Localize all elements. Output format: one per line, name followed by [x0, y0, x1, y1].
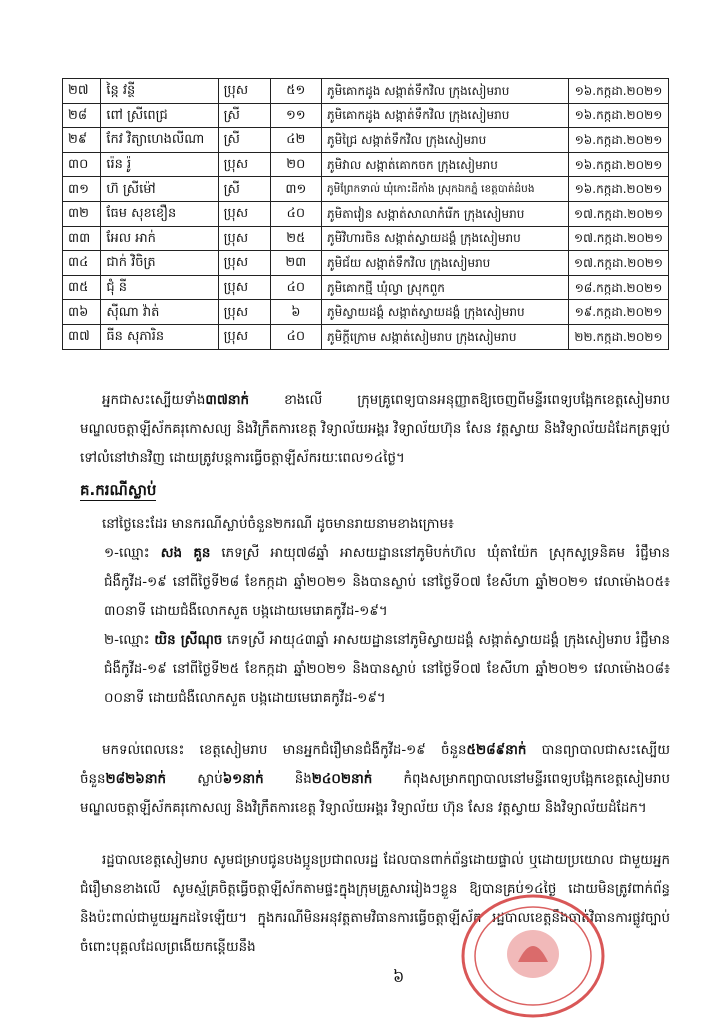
case-table — [62, 78, 669, 350]
age-cell: ២០ — [270, 152, 321, 177]
page-number: ៦ — [393, 967, 405, 986]
official-seal-stamp — [458, 892, 608, 1020]
age-cell: ១១ — [270, 103, 321, 128]
row-number: ៣៤ — [63, 251, 101, 276]
table-row — [63, 324, 669, 349]
sex-cell: ប្រុស — [218, 152, 270, 177]
address-cell: ភូមិវិហារចិន សង្កាត់ស្វាយដង្គំ ក្រុងសៀមរាប — [321, 226, 568, 251]
age-cell: ៦ — [270, 300, 321, 325]
row-number: ២៨ — [63, 103, 101, 128]
person-name: អែល អាក់ — [101, 226, 218, 251]
death-name-1: សង គួន — [160, 546, 211, 561]
sex-cell: ប្រុស — [218, 324, 270, 349]
person-name: ពៅ ស្រីពេជ្រ — [101, 103, 218, 128]
address-cell: ភូមិជ្រៃ សង្កាត់ទឹកវិល ក្រុងសៀមរាប — [321, 128, 568, 153]
death-entry-2: ២-ឈ្មោះ យិន ស្រីណុច ភេទស្រី អាយុ៤៣ឆ្នាំ អាសយដ្ឋាននៅភូមិស្វាយដង្គំ សង្កាត់ស្វាយដង្គំ ក្រុងសៀមរាប រំជ្ជឹមានជំងឺកូវីដ-១៩ នៅពីថ្ងៃទី២៥ ខែកក្កដា ឆ្នាំ២០២១ និងបានស្លាប់ នៅថ្ងៃទី០៧ ខែសីហា ឆ្នាំ២០២១ វេលាម៉ោង០៨៖០០នាទី ដោយជំងឺលោកសួត បង្កដោយមេរោគកូវីដ-១៩។ — [104, 633, 671, 706]
sex-cell: ប្រុស — [218, 79, 270, 104]
address-cell: ភូមិជ័យ សង្កាត់ទឹកវិល ក្រុងសៀមរាប — [321, 251, 568, 276]
person-name: រ៉េន រ៉ូ — [101, 152, 218, 177]
age-cell: ៥១ — [270, 79, 321, 104]
address-cell: ភូមិគោកថ្មី ឃុំល្វា ស្រុកពួក — [321, 275, 568, 300]
table-row — [63, 79, 669, 104]
sex-cell: ប្រុស — [218, 226, 270, 251]
age-cell: ៤០ — [270, 275, 321, 300]
table-row — [63, 103, 669, 128]
date-cell: ១៦.កក្កដា.២០២១ — [569, 103, 669, 128]
age-cell: ៤០ — [270, 324, 321, 349]
age-cell: ២៣ — [270, 251, 321, 276]
person-name: នៃ្ក វន្ថី — [101, 79, 218, 104]
date-cell: ២២.កក្កដា.២០២១ — [569, 324, 669, 349]
person-name: ស៊ីណា វ៉ាត់ — [101, 300, 218, 325]
recovered-paragraph: អ្នកជាសះស្បើយទាំង៣៧នាក់ ខាងលើ ក្រុមគ្រូពេទ្យបានអនុញ្ញាតឱ្យចេញពីមន្ទីរពេទ្យបង្អែកខេត្តសៀមរាប មណ្ឌលចត្តាឡីស័កគរុកោសល្យ និងវិក្រឹតការខេត្ត វិទ្យាល័យអង្គរ វិទ្យាល័យហ៊ុន សែន វត្តស្វាយ និងវិទ្យាល័យដំដែកត្រឡប់ទៅលំនៅឋានវិញ ដោយត្រូវបន្តការធ្វើចត្តាឡីស័ករយៈពេល១៤ថ្ងៃ។ — [80, 393, 670, 466]
address-cell: ភូមិគោកដូង សង្កាត់ទឹកវិល ក្រុងសៀមរាប — [321, 79, 568, 104]
row-number: ៣១ — [63, 177, 101, 202]
address-cell: ភូមិព្រែកទាល់ ឃុំកោះដីកាំង ស្រុកឯកភ្នំ ខេត្តបាត់ដំបង — [321, 177, 568, 202]
deaths-intro: នៅថ្ងៃនេះដែរ មានករណីស្លាប់ចំនួន២ករណី ដូចមានរាយនាមខាងក្រោម៖ — [102, 517, 454, 532]
age-cell: ៤២ — [270, 128, 321, 153]
deaths-heading: គ.ករណីស្លាប់ — [80, 481, 157, 499]
date-cell: ១៦.កក្កដា.២០២១ — [569, 79, 669, 104]
table-row — [63, 201, 669, 226]
closing-paragraph: រដ្ឋបាលខេត្តសៀមរាប សូមជម្រាបជូនបងប្អូនប្រជាពលរដ្ឋ ដែលបានពាក់ព័ន្ធដោយផ្ទាល់ ឬដោយប្រយោល ជាមួយអ្នកជំរឿមានខាងលើ សូមស្ម័គ្រចិត្តធ្វើចត្តាឡីស័កតាមផ្ទះក្នុងក្រុមគ្រួសាររៀងៗខ្លួន ឱ្យបានគ្រប់១៤ថ្ងៃ ដោយមិនត្រូវពាក់ព័ន្ធ និងប៉ះពាល់ជាមួយអ្នកដទៃឡើយ។ ក្នុងករណីមិនអនុវត្តតាមវិធានការធ្វើចត្តាឡីស័ក រដ្ឋបាលខេត្តនឹងចាត់វិធានការផ្លូវច្បាប់ចំពោះបុគ្គលដែលព្រងើយកន្តើយនឹង — [80, 853, 670, 955]
date-cell: ១៨.កក្កដា.២០២១ — [569, 275, 669, 300]
age-cell: ៣១ — [270, 177, 321, 202]
address-cell: ភូមិវាល សង្កាត់គោកចក ក្រុងសៀមរាប — [321, 152, 568, 177]
sex-cell: ប្រុស — [218, 275, 270, 300]
date-cell: ១៧.កក្កដា.២០២១ — [569, 251, 669, 276]
address-cell: ភូមិតាវៀន សង្កាត់សាលាកំរើក ក្រុងសៀមរាប — [321, 201, 568, 226]
table-row — [63, 177, 669, 202]
date-cell: ១៦.កក្កដា.២០២១ — [569, 152, 669, 177]
person-name: ធីន សុភារិន — [101, 324, 218, 349]
sex-cell: ប្រុស — [218, 300, 270, 325]
age-cell: ២៥ — [270, 226, 321, 251]
address-cell: ភូមិស្វាយដង្គំ សង្កាត់ស្វាយដង្គំ ក្រុងសៀមរាប — [321, 300, 568, 325]
row-number: ៣៥ — [63, 275, 101, 300]
table-row — [63, 226, 669, 251]
case-table-body — [63, 79, 669, 350]
row-number: ២៧ — [63, 79, 101, 104]
death-entry-1: ១-ឈ្មោះ សង គួន ភេទស្រី អាយុ៧៨ឆ្នាំ អាសយដ្ឋាននៅភូមិបក់ហ៊ល ឃុំតាយ៉ែក ស្រុកសូទ្រនិគម រំជ្ជឹមានជំងឺកូវីដ-១៩ នៅពីថ្ងៃទី២៨ ខែកក្កដា ឆ្នាំ២០២១ និងបានស្លាប់ នៅថ្ងៃទី០៧ ខែសីហា ឆ្នាំ២០២១ វេលាម៉ោង០៥៖៣០នាទី ដោយជំងឺលោកសួត បង្កដោយមេរោគកូវីដ-១៩។ — [104, 546, 670, 619]
date-cell: ១៧.កក្កដា.២០២១ — [569, 201, 669, 226]
date-cell: ១៦.កក្កដា.២០២១ — [569, 177, 669, 202]
row-number: ៣០ — [63, 152, 101, 177]
address-cell: ភូមិក្តីក្រោម សង្កាត់សៀមរាប ក្រុងសៀមរាប — [321, 324, 568, 349]
table-row — [63, 152, 669, 177]
row-number: ៣២ — [63, 201, 101, 226]
row-number: ២៩ — [63, 128, 101, 153]
sex-cell: ស្រី — [218, 103, 270, 128]
table-row — [63, 128, 669, 153]
row-number: ៣៧ — [63, 324, 101, 349]
death-name-2: យិន ស្រីណុច — [154, 633, 223, 648]
table-row — [63, 251, 669, 276]
person-name: ជាក់ វិចិត្រ — [101, 251, 218, 276]
table-row — [63, 275, 669, 300]
address-cell: ភូមិគោកដូង សង្កាត់ទឹកវិល ក្រុងសៀមរាប — [321, 103, 568, 128]
person-name: ជុំ នី — [101, 275, 218, 300]
person-name: កែវ វិត្យាហេងលីណា — [101, 128, 218, 153]
person-name: ហ៊ ស្រីម៉ៅ — [101, 177, 218, 202]
table-row — [63, 300, 669, 325]
sex-cell: ស្រី — [218, 128, 270, 153]
row-number: ៣៦ — [63, 300, 101, 325]
sex-cell: ប្រុស — [218, 251, 270, 276]
person-name: ធែម សុខខឿន — [101, 201, 218, 226]
date-cell: ១៧.កក្កដា.២០២១ — [569, 226, 669, 251]
sex-cell: ប្រុស — [218, 201, 270, 226]
sex-cell: ស្រី — [218, 177, 270, 202]
row-number: ៣៣ — [63, 226, 101, 251]
age-cell: ៤០ — [270, 201, 321, 226]
date-cell: ១៩.កក្កដា.២០២១ — [569, 300, 669, 325]
date-cell: ១៦.កក្កដា.២០២១ — [569, 128, 669, 153]
summary-paragraph: មកទល់ពេលនេះ ខេត្តសៀមរាប មានអ្នកជំរឿមានជំងឺកូវីដ-១៩ ចំនួន៥២៨៩នាក់ បានព្យាបាលជាសះស្បើយចំនួន២៨២៦នាក់ ស្លាប់៦១នាក់ និង២៤០២នាក់ កំពុងសម្រាកព្យាបាលនៅមន្ទីរពេទ្យបង្អែកខេត្តសៀមរាប មណ្ឌលចត្តាឡីស័កគរុកោសល្យ និងវិក្រឹតការខេត្ត វិទ្យាល័យអង្គរ វិទ្យាល័យ ហ៊ុន សែន វត្តស្វាយ និងវិទ្យាល័យដំដែក។ — [80, 743, 671, 816]
